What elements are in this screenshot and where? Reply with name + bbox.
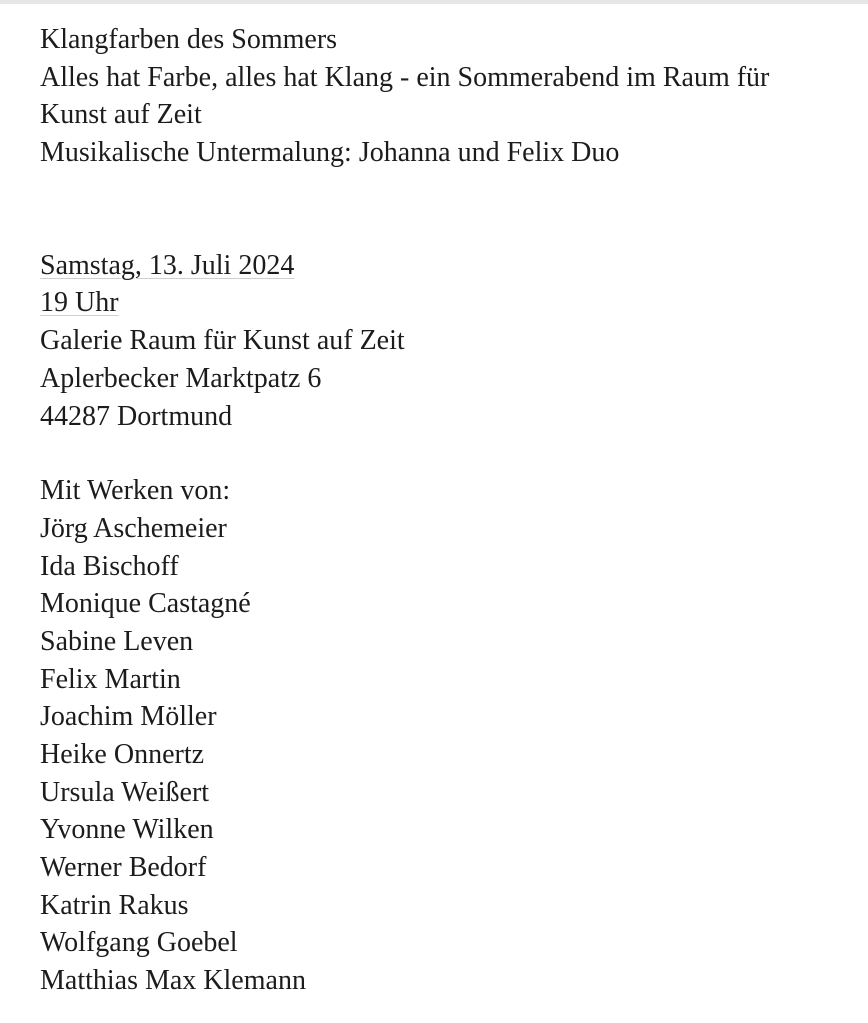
artist-name: Felix Martin [40, 663, 181, 695]
artist-name: Werner Bedorf [40, 852, 207, 884]
artist-name: Katrin Rakus [40, 889, 189, 921]
spacer [40, 172, 860, 247]
document-text [40, 21, 860, 1000]
artist-name: Yvonne Wilken [40, 814, 214, 846]
music-note: Musikalische Untermalung: Johanna und Felix Duo [40, 137, 620, 169]
event-date[interactable]: Samstag, 13. Juli 2024 [40, 249, 295, 281]
event-venue: Galerie Raum für Kunst auf Zeit [40, 325, 405, 357]
artist-name: Jörg Aschemeier [40, 512, 227, 544]
artist-name: Ida Bischoff [40, 550, 179, 582]
event-subtitle: Alles hat Farbe, alles hat Klang - ein Sommerabend im Raum für Kunst auf Zeit [40, 61, 770, 131]
event-time[interactable]: 19 Uhr [40, 287, 119, 319]
event-city: 44287 Dortmund [40, 400, 233, 432]
spacer [40, 435, 860, 472]
artist-name: Ursula Weißert [40, 776, 210, 808]
artist-name: Sabine Leven [40, 625, 194, 657]
event-street: Aplerbecker Marktpatz 6 [40, 362, 322, 394]
event-title: Klangfarben des Sommers [40, 24, 338, 55]
artist-name: Joachim Möller [40, 701, 217, 733]
artist-name: Matthias Max Klemann [40, 965, 306, 997]
artists-heading: Mit Werken von: [40, 475, 231, 507]
artist-list [40, 510, 860, 1000]
artist-name: Heike Onnertz [40, 739, 205, 771]
artist-name: Wolfgang Goebel [40, 927, 238, 959]
top-border [0, 0, 868, 4]
artist-name: Monique Castagné [40, 588, 251, 620]
